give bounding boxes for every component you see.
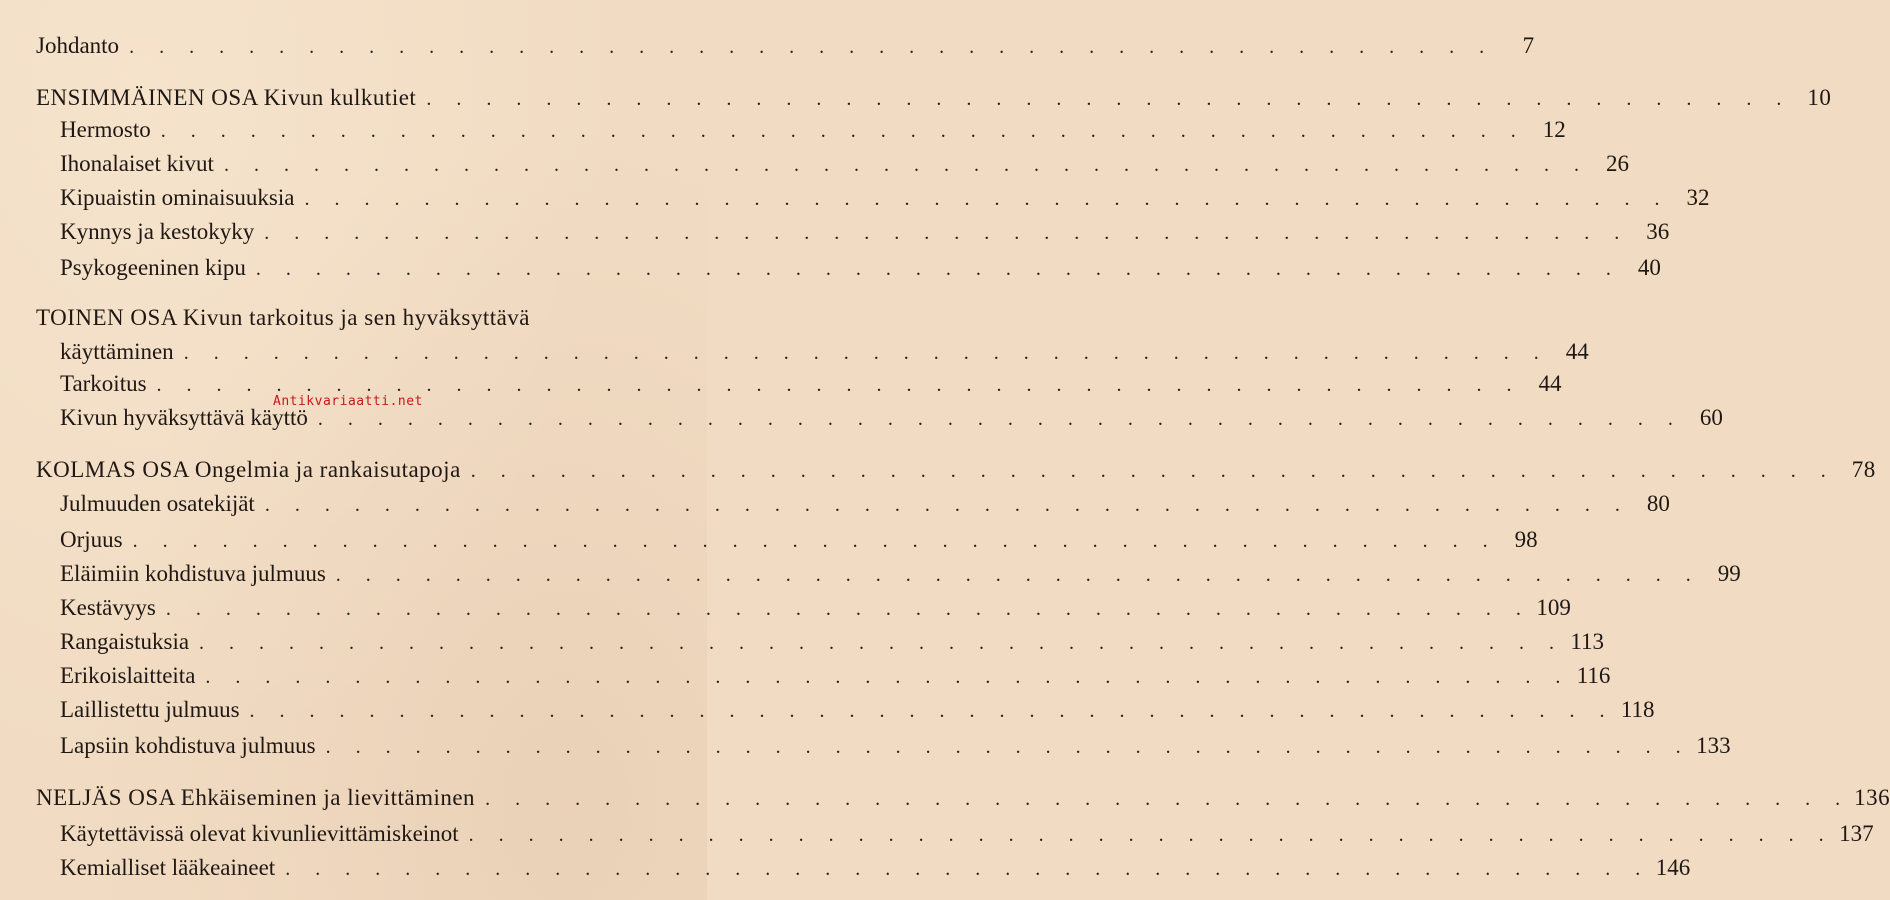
toc-part-1 [36, 80, 1832, 116]
toc-entry [60, 658, 1611, 694]
toc-entry-page: 113 [1570, 629, 1605, 654]
toc-entry-page: 137 [1839, 821, 1874, 846]
dot-leader: . . . . . . . . . . . . . . . . . . . . . . . . . . . . . . . . . . . . . . . . . . . . . . [165, 598, 1531, 620]
toc-entry-page: 26 [1605, 151, 1629, 176]
toc-entry-page: 80 [1646, 491, 1670, 516]
toc-part-page: 136 [1854, 785, 1890, 810]
toc-entry-title: Julmuuden osatekijät [60, 491, 255, 516]
toc-entry-title: Laillistettu julmuus [60, 697, 240, 722]
toc-entry [60, 486, 1670, 522]
dot-leader: . . . . . . . . . . . . . . . . . . . . . . . . . . . . . . . . . . . . . . . . . . . . . . [426, 88, 1792, 110]
toc-entry-page: 99 [1717, 561, 1741, 586]
toc-part-title: KOLMAS OSA Ongelmia ja rankaisutapoja [36, 457, 461, 482]
dot-leader: . . . . . . . . . . . . . . . . . . . . . . . . . . . . . . . . . . . . . . . . . . . . . . [156, 374, 1522, 396]
toc-part-page: 78 [1851, 457, 1876, 482]
toc-entry-title: Käytettävissä olevat kivunlievittämiskeinot [60, 821, 459, 846]
toc-part-page: 44 [1565, 339, 1589, 364]
toc-entry-page: 118 [1620, 697, 1655, 722]
toc-entry-title: Rangaistuksia [60, 629, 190, 654]
toc-part-2 [60, 334, 1589, 370]
toc-entry [60, 556, 1741, 592]
dot-leader: . . . . . . . . . . . . . . . . . . . . . . . . . . . . . . . . . . . . . . . . . . . . . . [183, 342, 1549, 364]
dot-leader: . . . . . . . . . . . . . . . . . . . . . . . . . . . . . . . . . . . . . . . . . . . . . . [468, 824, 1834, 846]
toc-entry-page: 60 [1699, 405, 1723, 430]
dot-leader: . . . . . . . . . . . . . . . . . . . . . . . . . . . . . . . . . . . . . . . . . . . . . . [129, 36, 1495, 58]
toc-entry [60, 214, 1670, 250]
dot-leader: . . . . . . . . . . . . . . . . . . . . . . . . . . . . . . . . . . . . . . . . . . . . . . [304, 188, 1670, 210]
dot-leader: . . . . . . . . . . . . . . . . . . . . . . . . . . . . . . . . . . . . . . . . . . . . . . [264, 222, 1630, 244]
toc-entry [60, 624, 1605, 660]
toc-entry-page: 12 [1542, 117, 1566, 142]
toc-entry-page: 32 [1686, 185, 1710, 210]
dot-leader: . . . . . . . . . . . . . . . . . . . . . . . . . . . . . . . . . . . . . . . . . . . . . . [317, 408, 1683, 430]
toc-entry-title: Kipuaistin ominaisuuksia [60, 185, 295, 210]
dot-leader: . . . . . . . . . . . . . . . . . . . . . . . . . . . . . . . . . . . . . . . . . . . . . . [255, 258, 1621, 280]
toc-entry-title: Hermosto [60, 117, 151, 142]
toc-entry-title: Psykogeeninen kipu [60, 255, 246, 280]
toc-entry [60, 112, 1566, 148]
toc-part-2-title-line1: TOINEN OSA Kivun tarkoitus ja sen hyväksyttävä [36, 305, 531, 330]
dot-leader: . . . . . . . . . . . . . . . . . . . . . . . . . . . . . . . . . . . . . . . . . . . . . . [335, 564, 1701, 586]
toc-part-4 [36, 780, 1890, 816]
toc-entry-page: 109 [1536, 595, 1571, 620]
toc-entry-page: 36 [1646, 219, 1670, 244]
toc-entry-title: Ihonalaiset kivut [60, 151, 214, 176]
dot-leader: . . . . . . . . . . . . . . . . . . . . . . . . . . . . . . . . . . . . . . . . . . . . . . [485, 788, 1851, 810]
dot-leader: . . . . . . . . . . . . . . . . . . . . . . . . . . . . . . . . . . . . . . . . . . . . . . [160, 120, 1526, 142]
toc-entry-title: Kivun hyväksyttävä käyttö [60, 405, 308, 430]
toc-entry [60, 250, 1661, 286]
dot-leader: . . . . . . . . . . . . . . . . . . . . . . . . . . . . . . . . . . . . . . . . . . . . . . [325, 736, 1691, 758]
toc-entry-title: Orjuus [60, 527, 123, 552]
toc-part-title: NELJÄS OSA Ehkäiseminen ja lievittäminen [36, 785, 476, 810]
toc-entry [60, 728, 1731, 764]
toc-entry [60, 146, 1629, 182]
toc-entry-title: Lapsiin kohdistuva julmuus [60, 733, 316, 758]
dot-leader: . . . . . . . . . . . . . . . . . . . . . . . . . . . . . . . . . . . . . . . . . . . . . . [205, 666, 1571, 688]
toc-entry-title: Johdanto [36, 33, 120, 58]
toc-entry-page: 44 [1538, 371, 1562, 396]
toc-part-page: 10 [1807, 85, 1832, 110]
toc-entry-page: 40 [1637, 255, 1661, 280]
toc-entry [60, 850, 1691, 886]
toc-entry [60, 692, 1655, 728]
dot-leader: . . . . . . . . . . . . . . . . . . . . . . . . . . . . . . . . . . . . . . . . . . . . . . [470, 460, 1836, 482]
toc-entry [60, 816, 1874, 852]
dot-leader: . . . . . . . . . . . . . . . . . . . . . . . . . . . . . . . . . . . . . . . . . . . . . . [199, 632, 1565, 654]
toc-entry [60, 180, 1710, 216]
toc-entry [60, 522, 1538, 558]
dot-leader: . . . . . . . . . . . . . . . . . . . . . . . . . . . . . . . . . . . . . . . . . . . . . . [264, 494, 1630, 516]
toc-entry-intro [36, 28, 1535, 64]
toc-part-3 [36, 452, 1876, 488]
toc-entry-page: 7 [1522, 33, 1535, 58]
toc-entry-title: Kestävyys [60, 595, 156, 620]
toc-entry-title: Tarkoitus [60, 371, 147, 396]
toc-entry-page: 98 [1514, 527, 1538, 552]
dot-leader: . . . . . . . . . . . . . . . . . . . . . . . . . . . . . . . . . . . . . . . . . . . . . . [249, 700, 1615, 722]
toc-entry-title: Kynnys ja kestokyky [60, 219, 255, 244]
toc-part-title: ENSIMMÄINEN OSA Kivun kulkutiet [36, 85, 417, 110]
toc-entry-title: Erikoislaitteita [60, 663, 196, 688]
toc-part-title: käyttäminen [60, 339, 174, 364]
toc-entry-page: 146 [1655, 855, 1691, 880]
watermark-text: Antikvariaatti.net [273, 394, 423, 409]
dot-leader: . . . . . . . . . . . . . . . . . . . . . . . . . . . . . . . . . . . . . . . . . . . . . . [285, 858, 1651, 880]
dot-leader: . . . . . . . . . . . . . . . . . . . . . . . . . . . . . . . . . . . . . . . . . . . . . . [223, 154, 1589, 176]
toc-entry-page: 116 [1576, 663, 1611, 688]
toc-entry [60, 590, 1571, 626]
dot-leader: . . . . . . . . . . . . . . . . . . . . . . . . . . . . . . . . . . . . . . . . . . . . . . [132, 530, 1498, 552]
toc-entry-page: 133 [1696, 733, 1731, 758]
toc-entry-title: Kemialliset lääkeaineet [60, 855, 276, 880]
toc-entry-title: Eläimiin kohdistuva julmuus [60, 561, 326, 586]
